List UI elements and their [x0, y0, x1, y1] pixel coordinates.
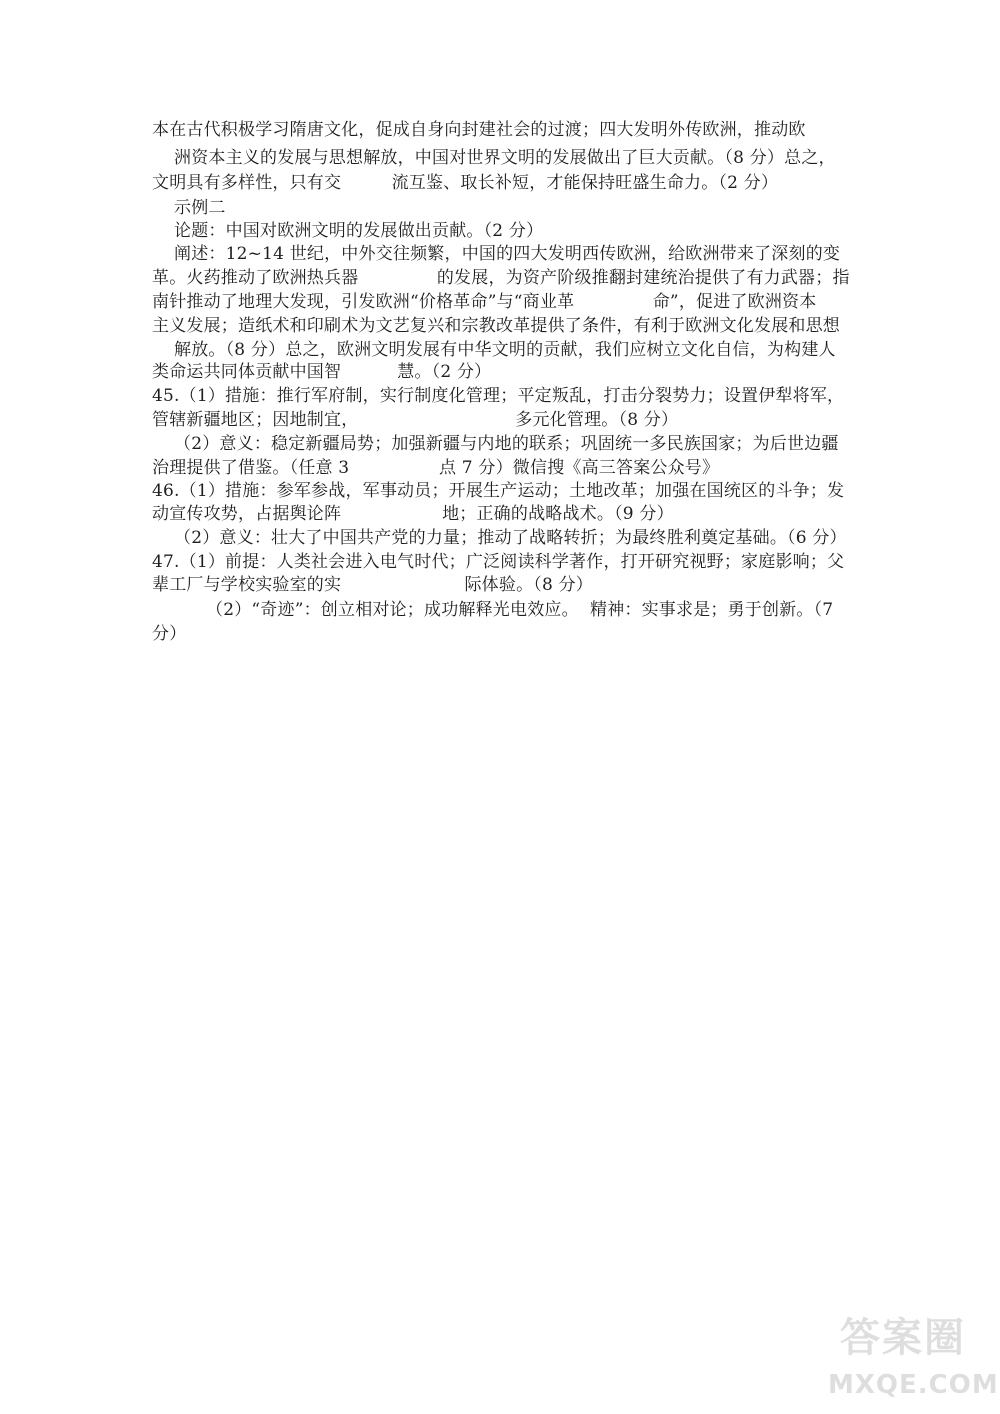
- question-47-line: 47.（1）前提：人类社会进入电气时代；广泛阅读科学著作，打开研究视野；家庭影响；父: [152, 552, 845, 572]
- text-line: 治理提供了借鉴。（任意 3 点 7 分）微信搜《高三答案公众号》: [152, 458, 720, 478]
- text-line: （2）意义：稳定新疆局势；加强新疆与内地的联系；巩固统一多民族国家；为后世边疆: [174, 434, 839, 454]
- text-line: 解放。（8 分）总之，欧洲文明发展有中华文明的贡献，我们应树立文化自信，为构建人: [174, 340, 836, 360]
- text-line: 论题：中国对欧洲文明的发展做出贡献。（2 分）: [174, 221, 544, 241]
- text-line: 动宣传攻势，占据舆论阵 地；正确的战略战术。（9 分）: [152, 504, 674, 524]
- site-watermark: [828, 1312, 999, 1402]
- text-line: 辈工厂与学校实验室的实 际体验。（8 分）: [152, 575, 594, 595]
- text-line: 管辖新疆地区；因地制宜， 多元化管理。（8 分）: [152, 410, 679, 430]
- text-line: （2）意义：壮大了中国共产党的力量；推动了战略转折；为最终胜利奠定基础。（6 分）: [174, 528, 847, 548]
- text-line: 主义发展；造纸术和印刷术为文艺复兴和宗教改革提供了条件，有利于欧洲文化发展和思想: [152, 316, 840, 336]
- text-line: （2）“奇迹”：创立相对论；成功解释光电效应。 精神：实事求是；勇于创新。（7: [206, 600, 834, 620]
- text-line: 文明具有多样性，只有交 流互鉴、取长补短，才能保持旺盛生命力。（2 分）: [152, 173, 779, 193]
- text-line: 分）: [152, 624, 187, 644]
- question-45-line: 45.（1）措施：推行军府制，实行制度化管理；平定叛乱，打击分裂势力；设置伊犁将军，: [152, 386, 845, 406]
- text-line: 阐述：12~14 世纪，中外交往频繁，中国的四大发明西传欧洲，给欧洲带来了深刻的变: [174, 244, 841, 264]
- watermark-logo: 答案圈: [840, 1315, 966, 1361]
- text-line: 类命运共同体贡献中国智 慧。（2 分）: [152, 362, 492, 382]
- text-line: 洲资本主义的发展与思想解放，中国对世界文明的发展做出了巨大贡献。（8 分）总之，: [174, 148, 836, 168]
- section-heading: 示例二: [174, 198, 226, 218]
- text-line: 南针推动了地理大发现，引发欧洲“价格革命”与“商业革 命”，促进了欧洲资本: [152, 292, 817, 312]
- text-line: 本在古代积极学习隋唐文化，促成自身向封建社会的过渡；四大发明外传欧洲，推动欧: [152, 120, 806, 140]
- text-line: 革。火药推动了欧洲热兵器 的发展，为资产阶级推翻封建统治提供了有力武器；指: [152, 268, 850, 288]
- question-46-line: 46.（1）措施：参军参战，军事动员；开展生产运动；土地改革；加强在国统区的斗争；发: [152, 481, 845, 501]
- watermark-domain: MXQE.COM: [828, 1370, 999, 1400]
